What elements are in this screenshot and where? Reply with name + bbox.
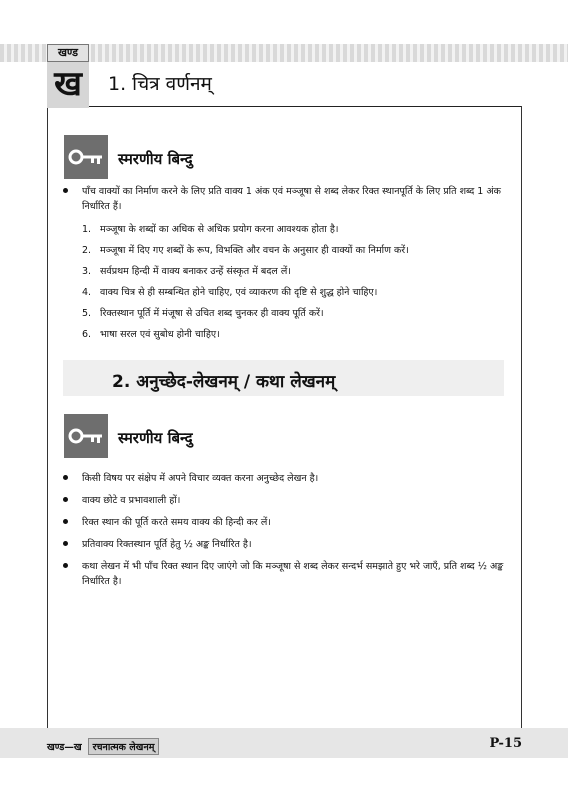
section2-bullet-list xyxy=(62,471,514,596)
list-item: 5. रिक्तस्थान पूर्ति में मंजूषा से उचित शब्द चुनकर ही वाक्य पूर्ति करें। xyxy=(82,308,324,319)
right-border xyxy=(521,106,522,728)
section-heading: स्मरणीय बिन्दु xyxy=(118,429,193,447)
footer-label xyxy=(47,738,159,755)
key-icon xyxy=(64,414,108,458)
section2-title: 2. अनुच्छेद-लेखनम् / कथा लेखनम् xyxy=(112,372,336,392)
list-item: प्रतिवाक्य रिक्तस्थान पूर्ति हेतु ½ अङ्क निर्धारित है। xyxy=(62,537,514,552)
list-item: किसी विषय पर संक्षेप में अपने विचार व्यक्त करना अनुच्छेद लेखन है। xyxy=(62,471,514,486)
list-item: पाँच वाक्यों का निर्माण करने के लिए प्रति वाक्य 1 अंक एवं मञ्जूषा से शब्द लेकर रिक्त स्थानपूर्ति के लिए प्रति शब्द 1 अंक निर्धारित हैं। xyxy=(62,184,514,214)
list-item: 1. मञ्जूषा के शब्दों का अधिक से अधिक प्रयोग करना आवश्यक होता है। xyxy=(82,224,339,235)
key-icon xyxy=(64,135,108,179)
list-item: 3. सर्वप्रथम हिन्दी में वाक्य बनाकर उन्हें संस्कृत में बदल लें। xyxy=(82,266,291,277)
list-item: रिक्त स्थान की पूर्ति करते समय वाक्य की हिन्दी कर लें। xyxy=(62,515,514,530)
left-border xyxy=(47,108,48,728)
list-item: 6. भाषा सरल एवं सुबोध होनी चाहिए। xyxy=(82,329,220,340)
list-item: 2. मञ्जूषा में दिए गए शब्दों के रूप, विभक्ति और वचन के अनुसार ही वाक्यों का निर्माण करें। xyxy=(82,245,409,256)
footer-subject: रचनात्मक लेखनम् xyxy=(88,738,160,755)
section-letter-box: ख xyxy=(47,62,89,108)
khand-label: खण्ड xyxy=(47,44,89,62)
list-item: 4. वाक्य चित्र से ही सम्बन्धित होने चाहिए, एवं व्याकरण की दृष्टि से शुद्ध होने चाहिए। xyxy=(82,287,378,298)
section-heading: स्मरणीय बिन्दु xyxy=(118,150,193,168)
footer-khand: खण्ड—ख xyxy=(47,742,82,753)
title-rule xyxy=(89,106,522,107)
page-number: P-15 xyxy=(489,736,522,751)
section1-bullet-list xyxy=(62,184,514,221)
chapter-title: 1. चित्र वर्णनम् xyxy=(108,73,212,95)
list-item: कथा लेखन में भी पाँच रिक्त स्थान दिए जाएंगे जो कि मञ्जूषा से शब्द लेकर सन्दर्भ समझाते हुए भरे जाएँ, प्रति शब्द ½ अङ्क निर्धारित है। xyxy=(62,559,514,589)
list-item: वाक्य छोटे व प्रभावशाली हों। xyxy=(62,493,514,508)
section1-numbered-list xyxy=(82,223,512,349)
